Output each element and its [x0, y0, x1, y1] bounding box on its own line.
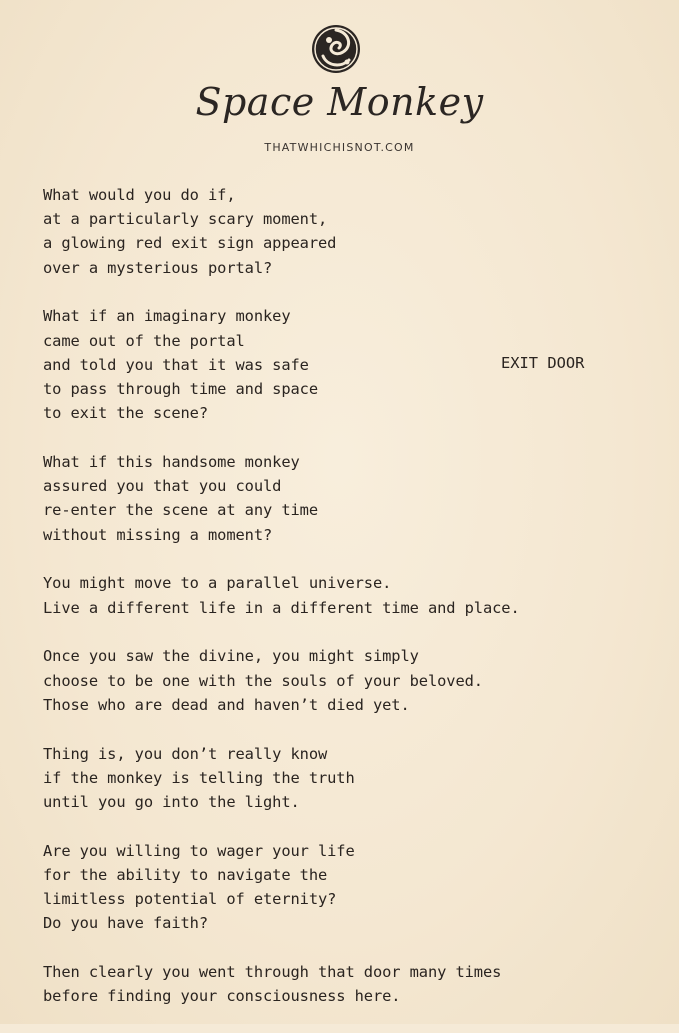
- poem-line: without missing a moment?: [43, 525, 273, 544]
- poem-line: to exit the scene?: [43, 404, 208, 423]
- poem-line: You might move to a parallel universe.: [43, 574, 392, 593]
- poem-line: limitless potential of eternity?: [43, 890, 337, 909]
- exit-door-label: EXIT DOOR: [501, 354, 585, 372]
- stanza: [43, 839, 643, 936]
- poem-line: Then clearly you went through that door many times: [43, 963, 502, 982]
- stanza: [43, 450, 643, 547]
- site-url: THATWHICHISNOT.COM: [264, 141, 415, 154]
- poem-line: at a particularly scary moment,: [43, 210, 328, 229]
- poem-line: came out of the portal: [43, 331, 245, 350]
- poem-line: before finding your consciousness here.: [43, 987, 401, 1006]
- poem: [43, 183, 643, 1033]
- poem-line: if the monkey is telling the truth: [43, 768, 355, 787]
- poem-line: re-enter the scene at any time: [43, 501, 318, 520]
- stanza: [43, 183, 643, 280]
- poem-line: a glowing red exit sign appeared: [43, 234, 337, 253]
- poem-line: Once you saw the divine, you might simply: [43, 647, 419, 666]
- poem-line: What if this handsome monkey: [43, 453, 300, 472]
- poem-line: to pass through time and space: [43, 380, 318, 399]
- poem-line: assured you that you could: [43, 477, 282, 496]
- swirl-monkey-emblem-icon: [309, 22, 363, 76]
- stanza: [43, 742, 643, 815]
- poem-line: Are you willing to wager your life: [43, 841, 355, 860]
- poem-line: What would you do if,: [43, 186, 236, 204]
- poem-line: Live a different life in a different time and place.: [43, 598, 520, 617]
- stanza: [43, 960, 643, 1008]
- poem-line: Those who are dead and haven’t died yet.: [43, 695, 410, 714]
- stanza: [43, 571, 643, 619]
- poem-line: until you go into the light.: [43, 793, 300, 812]
- stanza: [43, 644, 643, 717]
- poem-line: What if an imaginary monkey: [43, 307, 291, 326]
- poem-line: and told you that it was safe: [43, 355, 309, 374]
- poem-line: over a mysterious portal?: [43, 258, 273, 277]
- poem-line: for the ability to navigate the: [43, 866, 328, 885]
- poem-line: Do you have faith?: [43, 914, 208, 933]
- poem-line: choose to be one with the souls of your beloved.: [43, 671, 483, 690]
- poem-line: Thing is, you don’t really know: [43, 744, 328, 763]
- brand-title: Space Monkey: [195, 80, 484, 124]
